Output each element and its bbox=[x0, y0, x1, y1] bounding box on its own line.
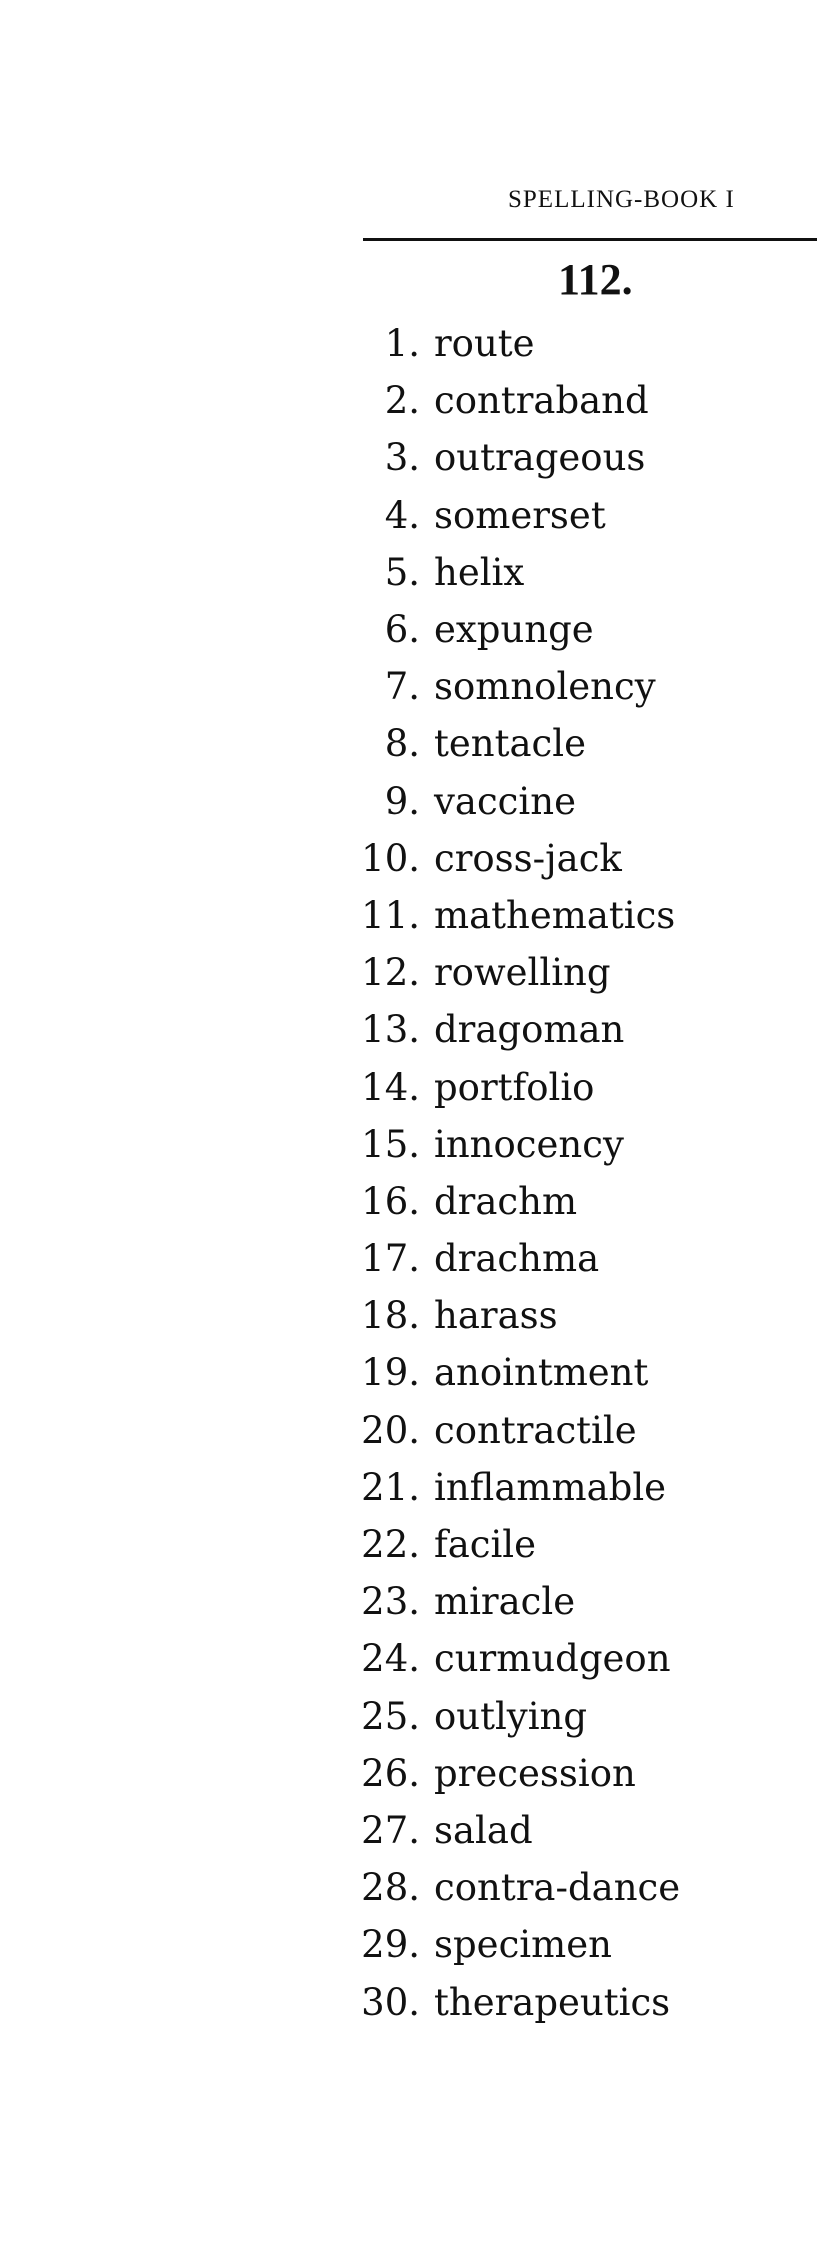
list-item bbox=[340, 429, 680, 486]
list-item bbox=[340, 315, 680, 372]
spelling-word: expunge bbox=[434, 608, 594, 652]
list-item bbox=[340, 1973, 680, 2030]
spelling-word: outrageous bbox=[434, 436, 646, 480]
list-item bbox=[340, 773, 680, 830]
spelling-word: specimen bbox=[434, 1923, 612, 1967]
list-item bbox=[340, 1859, 680, 1916]
list-item bbox=[340, 658, 680, 715]
list-item bbox=[340, 1573, 680, 1630]
list-item bbox=[340, 1459, 680, 1516]
item-number: 24. bbox=[361, 1637, 420, 1681]
item-number: 3. bbox=[384, 436, 420, 480]
spelling-word: contractile bbox=[434, 1408, 637, 1452]
list-item bbox=[340, 944, 680, 1001]
list-item bbox=[340, 1516, 680, 1573]
list-item bbox=[340, 1344, 680, 1401]
list-item bbox=[340, 715, 680, 772]
item-number: 15. bbox=[361, 1122, 420, 1166]
list-item bbox=[340, 887, 680, 944]
list-item bbox=[340, 1287, 680, 1344]
list-item bbox=[340, 1802, 680, 1859]
spelling-word: salad bbox=[434, 1808, 533, 1852]
list-item bbox=[340, 544, 680, 601]
spelling-word: innocency bbox=[434, 1122, 624, 1166]
spelling-word: harass bbox=[434, 1294, 558, 1338]
spelling-word: outlying bbox=[434, 1694, 588, 1738]
item-number: 28. bbox=[361, 1866, 420, 1910]
item-number: 1. bbox=[384, 322, 420, 366]
item-number: 30. bbox=[361, 1980, 420, 2024]
spelling-word: drachma bbox=[434, 1237, 600, 1281]
spelling-word: inflammable bbox=[434, 1465, 667, 1509]
spelling-word: contraband bbox=[434, 379, 649, 423]
list-item bbox=[340, 830, 680, 887]
spelling-word: somnolency bbox=[434, 665, 656, 709]
list-item bbox=[340, 1116, 680, 1173]
spelling-word: cross-jack bbox=[434, 836, 622, 880]
item-number: 20. bbox=[361, 1408, 420, 1452]
spelling-word: dragoman bbox=[434, 1008, 625, 1052]
spelling-word: route bbox=[434, 322, 535, 366]
list-item bbox=[340, 1630, 680, 1687]
list-item bbox=[340, 1745, 680, 1802]
item-number: 26. bbox=[361, 1751, 420, 1795]
item-number: 16. bbox=[361, 1179, 420, 1223]
header-rule bbox=[363, 238, 817, 241]
item-number: 17. bbox=[361, 1237, 420, 1281]
list-item bbox=[340, 1173, 680, 1230]
spelling-word: helix bbox=[434, 550, 525, 594]
item-number: 6. bbox=[384, 608, 420, 652]
item-number: 22. bbox=[361, 1523, 420, 1567]
list-item bbox=[340, 1001, 680, 1058]
spelling-word: rowelling bbox=[434, 951, 611, 995]
spelling-word: facile bbox=[434, 1523, 537, 1567]
item-number: 29. bbox=[361, 1923, 420, 1967]
spelling-word: anointment bbox=[434, 1351, 649, 1395]
spelling-word: curmudgeon bbox=[434, 1637, 671, 1681]
item-number: 11. bbox=[361, 893, 420, 937]
item-number: 5. bbox=[384, 550, 420, 594]
list-item bbox=[340, 1230, 680, 1287]
item-number: 23. bbox=[361, 1580, 420, 1624]
spelling-word: miracle bbox=[434, 1580, 576, 1624]
spelling-word: vaccine bbox=[434, 779, 576, 823]
list-item bbox=[340, 1058, 680, 1115]
spelling-word-list bbox=[340, 315, 680, 2031]
item-number: 14. bbox=[361, 1065, 420, 1109]
list-item bbox=[340, 1688, 680, 1745]
list-item bbox=[340, 372, 680, 429]
spelling-word: contra-dance bbox=[434, 1866, 681, 1910]
section-number: 112. bbox=[558, 255, 633, 304]
spelling-word: drachm bbox=[434, 1179, 578, 1223]
list-item bbox=[340, 601, 680, 658]
item-number: 19. bbox=[361, 1351, 420, 1395]
item-number: 4. bbox=[384, 493, 420, 537]
item-number: 25. bbox=[361, 1694, 420, 1738]
list-item bbox=[340, 1916, 680, 1973]
item-number: 7. bbox=[384, 665, 420, 709]
item-number: 21. bbox=[361, 1465, 420, 1509]
item-number: 10. bbox=[361, 836, 420, 880]
running-head: SPELLING-BOOK I bbox=[508, 186, 735, 213]
spelling-word: mathematics bbox=[434, 893, 676, 937]
item-number: 18. bbox=[361, 1294, 420, 1338]
item-number: 12. bbox=[361, 951, 420, 995]
item-number: 8. bbox=[384, 722, 420, 766]
spelling-word: therapeutics bbox=[434, 1980, 671, 2024]
spelling-word: tentacle bbox=[434, 722, 586, 766]
spelling-word: portfolio bbox=[434, 1065, 595, 1109]
item-number: 9. bbox=[384, 779, 420, 823]
item-number: 27. bbox=[361, 1808, 420, 1852]
list-item bbox=[340, 487, 680, 544]
spelling-word: precession bbox=[434, 1751, 636, 1795]
spelling-word: somerset bbox=[434, 493, 606, 537]
item-number: 13. bbox=[361, 1008, 420, 1052]
list-item bbox=[340, 1402, 680, 1459]
item-number: 2. bbox=[384, 379, 420, 423]
